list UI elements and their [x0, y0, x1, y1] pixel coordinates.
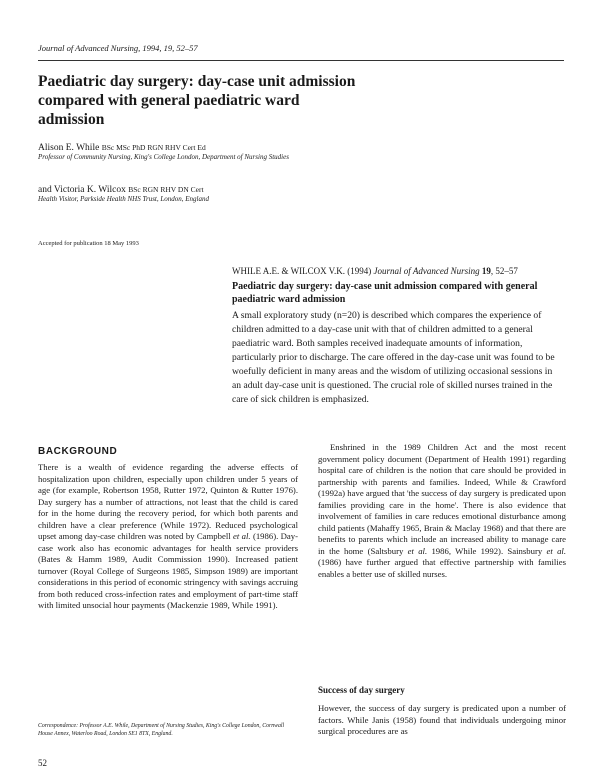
- citation-journal: Journal of Advanced Nursing: [373, 266, 482, 276]
- subheading-success: Success of day surgery: [318, 685, 405, 695]
- abstract-citation: [232, 266, 518, 276]
- abstract-text: A small exploratory study (n=20) is described which compares the experience of children admitted to a day-case unit with that of children admitted to a general paediatric ward. Both samples received inadequate amounts of information, particularly prior to discharge. The care offered in the day-case unit was found to be woefully deficient in many areas and the wisdom of utilizing occasional sessions in an adult day-case unit is questioned. The crucial role of skilled nurses trained in the care of sick children is emphasized.: [232, 310, 555, 405]
- right-column-paragraph: [318, 442, 566, 580]
- right-p1-etal2: et al.: [546, 545, 567, 556]
- section-heading-background: BACKGROUND: [38, 446, 118, 457]
- header-rule: [38, 60, 564, 61]
- article-title: Paediatric day surgery: day-case unit admission compared with general paediatric ward admission: [38, 73, 356, 128]
- author-1-degrees: BSc MSc PhD RGN RHV Cert Ed: [101, 143, 206, 152]
- left-column-paragraph: [38, 462, 298, 612]
- left-p1-etal: et al.: [233, 531, 251, 541]
- journal-citation-header: Journal of Advanced Nursing, 1994, 19, 52–57: [38, 43, 198, 53]
- citation-volume: 19: [481, 266, 491, 276]
- correspondence-label: Correspondence:: [38, 723, 80, 729]
- page-number: 52: [38, 758, 47, 768]
- right-p1-etal: et al.: [407, 545, 428, 556]
- author-2-degrees: BSc RGN RHV DN Cert: [128, 185, 204, 194]
- author-2-name: and Victoria K. Wilcox: [38, 185, 129, 195]
- right-column-paragraph-2: However, the success of day surgery is predicated upon a number of factors. While Janis (1958) found that individuals undergoing minor surgical procedures are as: [318, 703, 566, 736]
- citation-authors: WHILE A.E. & WILCOX V.K. (1994): [232, 266, 374, 276]
- right-p1c: (1986) have further argued that effective partnership with families enables a better use of skilled nurses.: [318, 557, 566, 579]
- citation-pages: , 52–57: [490, 266, 518, 276]
- author-1-name: Alison E. While: [38, 143, 102, 153]
- accepted-date: Accepted for publication 18 May 1993: [38, 240, 139, 247]
- right-p1a: Enshrined in the 1989 Children Act and the most recent government policy document (Department of Health 1991) regarding hospital care of children is the notion that care should be provided in partnership with parents and families. Indeed, While & Crawford (1992a) have argued that 'the success of day surgery is predicated upon families providing care in the home'. There is also evidence that involvement of families in care reduces emotional disturbance among child patients (Mahaffy 1965, Brain & Maclay 1968) and that there are benefits to parents which include an increased ability to manage care in the home (Saltsbury: [318, 442, 566, 556]
- left-p1-end: (1986). Day-case work also has economic advantages for health service providers (Bates & Hamm 1989, Audit Commission 1990). Increased patient turnover (Royal College of Surgeons 1985, Simpson 1989) are important considerations in this period of economic stringency with savings accruing from both reduced cross-infection rates and employment of part-time staff with limited unsocial hour payments (Mackenzie 1989, While 1991).: [38, 531, 299, 610]
- author-2-affiliation: Health Visitor, Parkside Health NHS Trust, London, England: [38, 195, 209, 203]
- author-1-affiliation: Professor of Community Nursing, King's College London, Department of Nursing Studies: [38, 153, 289, 161]
- left-p1-text: There is a wealth of evidence regarding the adverse effects of hospitalization upon children, especially upon children under 5 years of age (for example, Robertson 1958, Rutter 1972, Quinton & Rutter 1976). Day surgery has a number of attractions, not least that the child is cared for in the home during the recovery period, for which both parents and children have a clear preference (While 1972). Reduced psychological upset among day-case children was noted by Campbell: [38, 462, 298, 541]
- right-p1b: 1986, While 1992). Sainsbury: [427, 545, 547, 556]
- correspondence-note: [38, 722, 298, 738]
- correspondence-text: Professor A.E. While, Department of Nursing Studies, King's College London, Cornwall House Annex, Waterloo Road, London SE1 8TX, England.: [38, 723, 285, 737]
- abstract-title: Paediatric day surgery: day-case unit admission compared with general paediatric ward admission: [232, 281, 538, 305]
